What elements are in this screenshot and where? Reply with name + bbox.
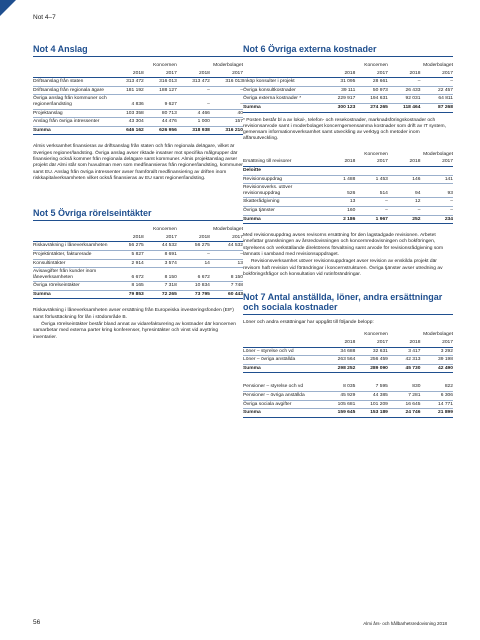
- row-label: Övriga externa kostnader *: [243, 95, 323, 104]
- note-4-text: Almis verksamhet finansieras av driftsanslag från staten och från regionala delägare, vilket är Sveriges regioner/landsting. Övriga anslag avser riktade insatser mot specifika målgrupper där finansiering också kommer från regionala delägare samt kommuner. Almis projektanslag avser projekt där Almi står som huvudman men som medfinansieras från regioner/landsting, kommuner samt EU. Anslag från övriga intressenter avser framförallt medfinansiering av driften inom riskkapitalverksamheten vilket också finansieras av EU samt regioner/landsting.: [33, 144, 243, 181]
- row-label: Inköp konsulter i projekt: [243, 78, 323, 87]
- audit-fee-table: [243, 151, 453, 224]
- cell-value: 44 532: [210, 242, 243, 251]
- cell-value: 13: [323, 198, 356, 207]
- table-row: [243, 347, 453, 356]
- cell-value: 626 956: [144, 126, 177, 135]
- footer-title: Almi års- och hållbarhetsredovisning 2018: [363, 621, 447, 626]
- row-label: Pensioner – övriga anställda: [243, 392, 323, 401]
- note-6-paragraph: Revisionsverksamhet utöver revisionsuppdraget avser revision av enskilda projekt där revisorn haft revision vid förändringar i koncernstrukturen. Övriga tjänster avser utredning av bokföringsfrågor och konsultation vid rutinförändringar.: [243, 259, 443, 277]
- left-column: [33, 44, 243, 342]
- table-row: [33, 282, 243, 291]
- cell-value: 22 457: [420, 86, 453, 95]
- sum-row: [243, 364, 453, 373]
- year-header: 2018: [111, 70, 144, 78]
- cell-value: 44 476: [144, 118, 177, 127]
- year-header: 2017: [144, 234, 177, 242]
- moderbolaget-header: Moderbolaget: [423, 63, 453, 68]
- table-row: [33, 95, 243, 109]
- cell-value: 1 488: [323, 175, 356, 184]
- row-label: Pensioner – styrelse och vd: [243, 383, 323, 391]
- cell-value: 194 631: [355, 95, 388, 104]
- cell-value: 234: [420, 215, 453, 224]
- note-6-section: [243, 44, 453, 278]
- row-label: Övriga anslag från kommuner och regioner/landsting: [33, 95, 111, 109]
- note-6-title: Not 6 Övriga externa kostnader: [243, 44, 453, 57]
- koncernen-header: Koncernen: [364, 151, 388, 157]
- year-header: 2018: [177, 70, 210, 78]
- cell-value: 157: [210, 118, 243, 127]
- table-row: [243, 78, 453, 87]
- year-header: 2017: [420, 339, 453, 347]
- row-label: Summa: [243, 215, 323, 224]
- cell-value: 8 150: [210, 268, 243, 282]
- cell-value: 28 661: [355, 78, 388, 87]
- cell-value: 14 771: [420, 400, 453, 409]
- cell-value: 4 466: [177, 109, 210, 118]
- cell-value: 24 746: [388, 409, 421, 418]
- table-row: [33, 118, 243, 127]
- note-5-table: [33, 226, 243, 299]
- cell-value: 103 358: [111, 109, 144, 118]
- year-header: 2017: [355, 158, 388, 166]
- cell-value: 3 292: [420, 347, 453, 356]
- year-header: 2017: [355, 339, 388, 347]
- cell-value: 181 192: [111, 86, 144, 95]
- cell-value: 39 198: [420, 356, 453, 365]
- moderbolaget-header: Moderbolaget: [213, 227, 243, 233]
- table-row: [243, 198, 453, 207]
- year-header: 2017: [210, 234, 243, 242]
- note-5-paragraph: Riskavräkning i låneverksamheten avser ersättning från Europeiska investeringsfonden (EIF) samt förlusttäckning för lån i stödområde B.: [33, 308, 234, 320]
- cell-value: 1 000: [177, 118, 210, 127]
- table-row: [243, 206, 453, 215]
- table-row: [33, 242, 243, 251]
- moderbolaget-header: Moderbolaget: [423, 151, 453, 157]
- cell-value: 16 645: [388, 400, 421, 409]
- cell-value: 94: [388, 184, 421, 198]
- row-label: Avisavgifter från kunder inom låneverksamheten: [33, 268, 111, 282]
- row-label: Summa: [33, 290, 111, 299]
- cell-value: 79 853: [111, 290, 144, 299]
- cell-value: 92 031: [388, 95, 421, 104]
- row-label: Anslag från övriga intressenter: [33, 118, 111, 127]
- cell-value: 8 035: [323, 383, 356, 391]
- note-4-title: Not 4 Anslag: [33, 44, 243, 57]
- cell-value: 39 111: [323, 86, 356, 95]
- note-5-paragraph: Övriga rörelseintäkter består bland annat av vidarefakturering av kostnader där koncernen samarbetar med externa parter kring konferenser, hyresintäkter och vinst vid avyttring inventarier.: [33, 322, 236, 340]
- cell-value: 44 385: [355, 392, 388, 401]
- cell-value: –: [210, 95, 243, 109]
- table-row: [243, 175, 453, 184]
- cell-value: 73 795: [177, 290, 210, 299]
- row-label: Driftsanslag från staten: [33, 78, 111, 87]
- cell-value: 34 688: [323, 347, 356, 356]
- cell-value: 6 672: [111, 268, 144, 282]
- year-header: 2018: [323, 158, 356, 166]
- cell-value: 316 210: [210, 126, 243, 135]
- cell-value: 9 627: [144, 95, 177, 109]
- row-label: Riskavräkning i låneverksamheten: [33, 242, 111, 251]
- cell-value: 316 013: [144, 78, 177, 87]
- row-label: Summa: [243, 409, 323, 418]
- cell-value: 101 209: [355, 400, 388, 409]
- cell-value: 313 472: [177, 78, 210, 87]
- cell-value: 300 123: [323, 103, 356, 112]
- year-header: 2017: [355, 70, 388, 78]
- row-label: Skatterådgivning: [243, 198, 323, 207]
- cell-value: –: [388, 206, 421, 215]
- table-row: [243, 356, 453, 365]
- cell-value: 7 318: [144, 282, 177, 291]
- cell-value: 289 090: [355, 364, 388, 373]
- cell-value: 1 453: [355, 175, 388, 184]
- row-label: Driftsanslag från regionala ägare: [33, 86, 111, 95]
- row-label: Revisionsuppdrag: [243, 175, 323, 184]
- table-row: [243, 184, 453, 198]
- cell-value: 229 917: [323, 95, 356, 104]
- cell-value: 318 938: [177, 126, 210, 135]
- cell-value: 14: [177, 259, 210, 268]
- year-header: 2018: [111, 234, 144, 242]
- koncernen-header: Koncernen: [364, 63, 388, 68]
- table-row: [33, 109, 243, 118]
- cell-value: 514: [355, 184, 388, 198]
- cell-value: 44 532: [144, 242, 177, 251]
- note-7-title: Not 7 Antal anställda, löner, andra ersättningar och sociala kostnader: [243, 292, 453, 315]
- cell-value: 26 433: [388, 86, 421, 95]
- sum-row: [33, 290, 243, 299]
- cell-value: –: [420, 78, 453, 87]
- cell-value: 32 631: [355, 347, 388, 356]
- year-header: 2018: [177, 234, 210, 242]
- koncernen-header: Koncernen: [364, 332, 388, 338]
- cell-value: –: [177, 86, 210, 95]
- auditor-name: Deloitte: [243, 166, 453, 175]
- table-row: [33, 86, 243, 95]
- note-7-intro: Löner och andra ersättningar har uppgått till följande belopp:: [243, 320, 374, 326]
- note-7-section: [243, 292, 453, 418]
- cell-value: 188 127: [144, 86, 177, 95]
- cell-value: 6 672: [177, 268, 210, 282]
- cell-value: 159 645: [323, 409, 356, 418]
- cell-value: 313 472: [111, 78, 144, 87]
- cell-value: –: [388, 78, 421, 87]
- cell-value: 87 268: [420, 103, 453, 112]
- row-label: Konsultintäkter: [33, 259, 111, 268]
- cell-value: 2 914: [111, 259, 144, 268]
- cell-value: 3 417: [388, 347, 421, 356]
- row-label: Summa: [243, 103, 323, 112]
- note-4-section: [33, 44, 243, 182]
- cell-value: –: [177, 95, 210, 109]
- cell-value: 7 748: [210, 282, 243, 291]
- cell-value: 160: [323, 206, 356, 215]
- sum-row: [243, 215, 453, 224]
- cell-value: 42 313: [388, 356, 421, 365]
- cell-value: –: [355, 206, 388, 215]
- cell-value: –: [177, 250, 210, 259]
- year-header: 2018: [388, 158, 421, 166]
- row-label: Löner – styrelse och vd: [243, 347, 323, 356]
- cell-value: 1 967: [355, 215, 388, 224]
- year-header: 2017: [420, 70, 453, 78]
- row-label: Övriga sociala avgifter: [243, 400, 323, 409]
- row-label: Övriga tjänster: [243, 206, 323, 215]
- year-header: 2018: [388, 339, 421, 347]
- sum-row: [33, 126, 243, 135]
- moderbolaget-header: Moderbolaget: [213, 63, 243, 68]
- cell-value: 72 265: [144, 290, 177, 299]
- note-6-paragraph: Med revisionsuppdrag avses revisorns ersättning för den lagstadgade revisionen. Arbetet innefattar granskningen av årsredovisningen och koncernredovisningen och bokföringen, styrelsens och verkställande direktörens förvaltning samt arvode för revisionsrådgivning som lämnats i samband med revisionsuppdraget.: [243, 233, 444, 257]
- cell-value: 4 836: [111, 95, 144, 109]
- row-label: Övriga konsultkostnader: [243, 86, 323, 95]
- cell-value: 146: [388, 175, 421, 184]
- page-number: 56: [33, 619, 41, 626]
- cell-value: 274 265: [355, 103, 388, 112]
- cell-value: 8 165: [111, 282, 144, 291]
- cell-value: –: [420, 198, 453, 207]
- audit-label: Ersättning till revisorer: [243, 158, 323, 166]
- right-column: [243, 44, 453, 418]
- cell-value: –: [210, 250, 243, 259]
- table-row: [243, 86, 453, 95]
- note-6-footnote: * Posten består bl a av lokal-, telefon- och resekostnader, marknadsföringskostnader och revisionsarvode samt i moderbolaget koncerngemensamma kostnader som drift av IT system, gemensam informationsverksamhet samt utveckling av verktyg och metoder inom affärsutveckling.: [243, 117, 446, 142]
- sum-row: [243, 103, 453, 112]
- row-label: Revisionsverks. utöver revisionsuppdrag: [243, 184, 323, 198]
- sum-row: [243, 409, 453, 418]
- cell-value: 12: [388, 198, 421, 207]
- cell-value: –: [210, 86, 243, 95]
- note-6-table: [243, 62, 453, 113]
- note-5-text: [33, 308, 243, 340]
- cell-value: 8 691: [144, 250, 177, 259]
- cell-value: 6 306: [420, 392, 453, 401]
- cell-value: 10 834: [177, 282, 210, 291]
- year-header: 2017: [144, 70, 177, 78]
- cell-value: 21 899: [420, 409, 453, 418]
- row-label: Projektintäkter, fakturerade: [33, 250, 111, 259]
- cell-value: 263 564: [323, 356, 356, 365]
- moderbolaget-header: Moderbolaget: [423, 332, 453, 338]
- table-row: [33, 78, 243, 87]
- cell-value: 526: [323, 184, 356, 198]
- cell-value: 822: [420, 383, 453, 391]
- row-label: Summa: [243, 364, 323, 373]
- cell-value: 45 929: [323, 392, 356, 401]
- cell-value: 3 574: [144, 259, 177, 268]
- cell-value: 45 730: [388, 364, 421, 373]
- cell-value: 118 464: [388, 103, 421, 112]
- cell-value: 316 013: [210, 78, 243, 87]
- table-row: [33, 268, 243, 282]
- cell-value: 8 150: [144, 268, 177, 282]
- table-row: [33, 250, 243, 259]
- cell-value: 830: [388, 383, 421, 391]
- cell-value: 64 811: [420, 95, 453, 104]
- year-header: 2018: [388, 70, 421, 78]
- table-row: [243, 383, 453, 391]
- note-5-section: [33, 208, 243, 341]
- cell-value: 50 973: [355, 86, 388, 95]
- cell-value: 256 459: [355, 356, 388, 365]
- cell-value: 298 252: [323, 364, 356, 373]
- note-4-table: [33, 62, 243, 135]
- row-label: Övriga rörelseintäkter: [33, 282, 111, 291]
- cell-value: 60 443: [210, 290, 243, 299]
- cell-value: 80 713: [144, 109, 177, 118]
- cell-value: 56 275: [177, 242, 210, 251]
- year-header: 2017: [420, 158, 453, 166]
- cell-value: 43 304: [111, 118, 144, 127]
- row-label: Summa: [33, 126, 111, 135]
- cell-value: –: [355, 198, 388, 207]
- cell-value: 40: [210, 109, 243, 118]
- cell-value: 105 681: [323, 400, 356, 409]
- note-7-pension-table: [243, 383, 453, 417]
- cell-value: 56 275: [111, 242, 144, 251]
- koncernen-header: Koncernen: [153, 63, 177, 68]
- table-row: [243, 400, 453, 409]
- cell-value: 5 827: [111, 250, 144, 259]
- cell-value: 42 490: [420, 364, 453, 373]
- cell-value: 7 281: [388, 392, 421, 401]
- cell-value: 2 186: [323, 215, 356, 224]
- cell-value: 153 189: [355, 409, 388, 418]
- year-header: 2017: [210, 70, 243, 78]
- note-5-title: Not 5 Övriga rörelseintäkter: [33, 208, 243, 221]
- note-6-text: [243, 233, 453, 278]
- cell-value: –: [420, 206, 453, 215]
- cell-value: 31 095: [323, 78, 356, 87]
- row-label: Projektanslag: [33, 109, 111, 118]
- corner-marker: [0, 0, 16, 16]
- cell-value: 141: [420, 175, 453, 184]
- table-row: [243, 95, 453, 104]
- year-header: 2018: [323, 70, 356, 78]
- year-header: 2018: [323, 339, 356, 347]
- cell-value: 7 595: [355, 383, 388, 391]
- note-7-salary-table: [243, 331, 453, 373]
- running-header: Not 4–7: [33, 14, 56, 21]
- table-row: [243, 392, 453, 401]
- row-label: Löner – övriga anställda: [243, 356, 323, 365]
- cell-value: 252: [388, 215, 421, 224]
- cell-value: 646 162: [111, 126, 144, 135]
- table-row: [33, 259, 243, 268]
- koncernen-header: Koncernen: [153, 227, 177, 233]
- cell-value: 13: [210, 259, 243, 268]
- cell-value: 93: [420, 184, 453, 198]
